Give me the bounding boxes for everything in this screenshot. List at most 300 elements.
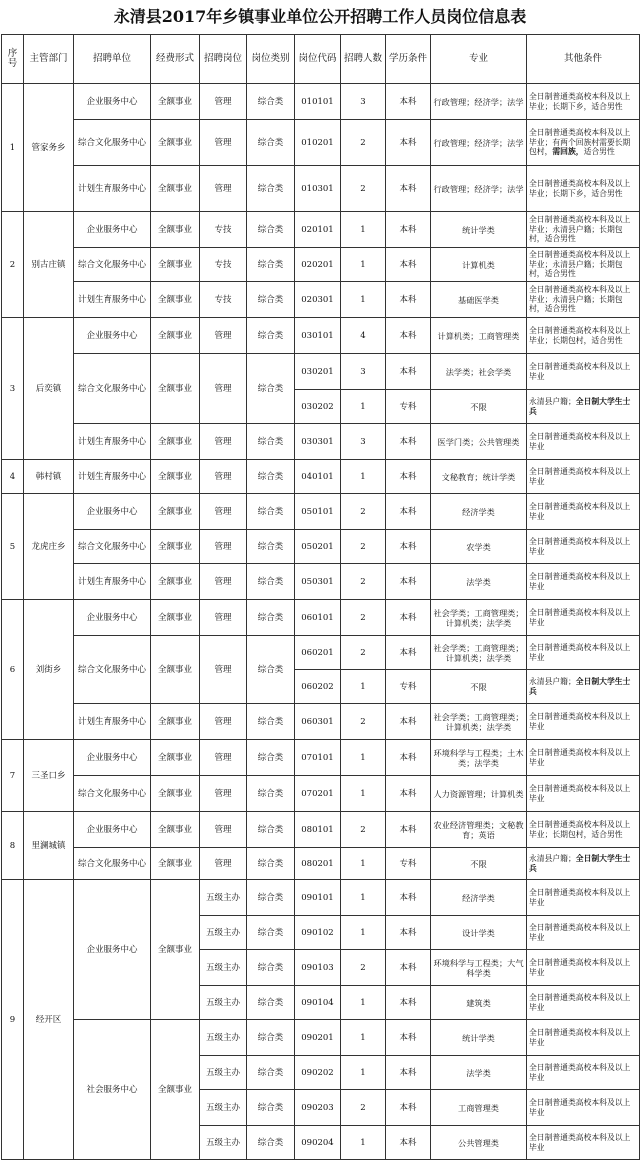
post-cell: 五级主办	[200, 950, 247, 986]
num-cell: 1	[341, 880, 386, 916]
other-cell	[527, 600, 640, 636]
fund-cell: 全额事业	[151, 282, 200, 318]
post-cell: 管理	[200, 530, 247, 564]
num-cell: 2	[341, 166, 386, 212]
num-cell: 1	[341, 740, 386, 776]
edu-cell: 本科	[386, 166, 431, 212]
num-cell: 1	[341, 986, 386, 1020]
type-cell: 综合类	[247, 950, 295, 986]
major-cell: 基础医学类	[431, 282, 527, 318]
edu-cell: 本科	[386, 282, 431, 318]
header-other: 其他条件	[527, 35, 640, 84]
other-bold-text: 全日制大学生士兵	[529, 854, 631, 873]
other-text: 全日制普通类高校本科及以上毕业	[529, 1133, 631, 1152]
code-cell: 030101	[295, 318, 341, 354]
num-cell: 1	[341, 916, 386, 950]
other-cell	[527, 120, 640, 166]
type-cell: 综合类	[247, 318, 295, 354]
major-cell: 行政管理；经济学；法学	[431, 84, 527, 120]
type-cell: 综合类	[247, 120, 295, 166]
other-cell	[527, 494, 640, 530]
type-cell: 综合类	[247, 880, 295, 916]
dept-cell: 龙虎庄乡	[24, 494, 74, 600]
table-row	[2, 166, 640, 212]
major-cell: 农业经济管理类；文秘教育；英语	[431, 812, 527, 848]
unit-cell: 综合文化服务中心	[74, 848, 151, 880]
post-cell: 管理	[200, 166, 247, 212]
post-cell: 五级主办	[200, 1090, 247, 1126]
fund-cell: 全额事业	[151, 248, 200, 282]
table-row	[2, 740, 640, 776]
unit-cell: 企业服务中心	[74, 318, 151, 354]
dept-cell: 经开区	[24, 880, 74, 1160]
code-cell: 030201	[295, 354, 341, 390]
header-edu: 学历条件	[386, 35, 431, 84]
edu-cell: 本科	[386, 812, 431, 848]
other-cell	[527, 318, 640, 354]
code-cell: 050101	[295, 494, 341, 530]
major-cell: 行政管理；经济学；法学	[431, 120, 527, 166]
positions-table	[1, 34, 640, 1160]
other-cell	[527, 460, 640, 494]
major-cell: 工商管理类	[431, 1090, 527, 1126]
major-cell: 设计学类	[431, 916, 527, 950]
major-cell: 医学门类；公共管理类	[431, 424, 527, 460]
edu-cell: 本科	[386, 1056, 431, 1090]
post-cell: 管理	[200, 600, 247, 636]
row-number: 5	[2, 494, 24, 600]
type-cell: 综合类	[247, 1090, 295, 1126]
other-cell	[527, 670, 640, 704]
type-cell: 综合类	[247, 282, 295, 318]
post-cell: 五级主办	[200, 916, 247, 950]
unit-cell: 社会服务中心	[74, 1020, 151, 1160]
other-cell	[527, 1056, 640, 1090]
type-cell: 综合类	[247, 636, 295, 704]
other-cell	[527, 248, 640, 282]
major-cell: 行政管理；经济学；法学	[431, 166, 527, 212]
table-row	[2, 318, 640, 354]
code-cell: 010301	[295, 166, 341, 212]
num-cell: 1	[341, 460, 386, 494]
other-text: 全日制普通类高校本科及以上毕业	[529, 362, 631, 381]
unit-cell: 企业服务中心	[74, 600, 151, 636]
other-text: 全日制普通类高校本科及以上毕业	[529, 537, 631, 556]
other-text: 全日制普通类高校本科及以上毕业；长期下乡，适合男性	[529, 92, 631, 111]
fund-cell: 全额事业	[151, 636, 200, 704]
other-text: 全日制普通类高校本科及以上毕业	[529, 923, 631, 942]
other-text: 永清县户籍；	[529, 397, 576, 406]
post-cell: 管理	[200, 848, 247, 880]
code-cell: 070101	[295, 740, 341, 776]
fund-cell: 全额事业	[151, 212, 200, 248]
other-text: 全日制普通类高校本科及以上毕业；长期包村，适合男性	[529, 326, 631, 345]
post-cell: 五级主办	[200, 1056, 247, 1090]
type-cell: 综合类	[247, 986, 295, 1020]
type-cell: 综合类	[247, 1020, 295, 1056]
post-cell: 五级主办	[200, 1126, 247, 1160]
code-cell: 050301	[295, 564, 341, 600]
fund-cell: 全额事业	[151, 880, 200, 1020]
major-cell: 公共管理类	[431, 1126, 527, 1160]
other-text: 全日制普通类高校本科及以上毕业	[529, 1028, 631, 1047]
code-cell: 060202	[295, 670, 341, 704]
major-cell: 法学类	[431, 564, 527, 600]
fund-cell: 全额事业	[151, 812, 200, 848]
code-cell: 010201	[295, 120, 341, 166]
type-cell: 综合类	[247, 424, 295, 460]
code-cell: 030202	[295, 390, 341, 424]
dept-cell: 里澜城镇	[24, 812, 74, 880]
code-cell: 090201	[295, 1020, 341, 1056]
other-bold-text: 需回族，	[552, 147, 584, 157]
unit-cell: 计划生育服务中心	[74, 424, 151, 460]
post-cell: 管理	[200, 564, 247, 600]
type-cell: 综合类	[247, 848, 295, 880]
code-cell: 090203	[295, 1090, 341, 1126]
other-cell	[527, 282, 640, 318]
header-num: 招聘人数	[341, 35, 386, 84]
major-cell: 经济学类	[431, 880, 527, 916]
type-cell: 综合类	[247, 1056, 295, 1090]
unit-cell: 计划生育服务中心	[74, 460, 151, 494]
type-cell: 综合类	[247, 212, 295, 248]
unit-cell: 企业服务中心	[74, 84, 151, 120]
other-tail-text: 适合男性	[583, 147, 615, 157]
row-number: 1	[2, 84, 24, 212]
edu-cell: 本科	[386, 776, 431, 812]
table-row	[2, 494, 640, 530]
row-number: 3	[2, 318, 24, 460]
other-cell	[527, 848, 640, 880]
major-cell: 经济学类	[431, 494, 527, 530]
post-cell: 五级主办	[200, 880, 247, 916]
type-cell: 综合类	[247, 460, 295, 494]
unit-cell: 综合文化服务中心	[74, 530, 151, 564]
type-cell: 综合类	[247, 1126, 295, 1160]
fund-cell: 全额事业	[151, 530, 200, 564]
other-cell	[527, 880, 640, 916]
code-cell: 070201	[295, 776, 341, 812]
post-cell: 管理	[200, 460, 247, 494]
unit-cell: 企业服务中心	[74, 494, 151, 530]
unit-cell: 计划生育服务中心	[74, 282, 151, 318]
code-cell: 020201	[295, 248, 341, 282]
major-cell: 统计学类	[431, 1020, 527, 1056]
other-text: 永清县户籍；	[529, 677, 576, 686]
major-cell: 人力资源管理；计算机类	[431, 776, 527, 812]
major-cell: 社会学类；工商管理类；计算机类；法学类	[431, 704, 527, 740]
unit-cell: 综合文化服务中心	[74, 120, 151, 166]
fund-cell: 全额事业	[151, 704, 200, 740]
type-cell: 综合类	[247, 248, 295, 282]
num-cell: 1	[341, 248, 386, 282]
num-cell: 1	[341, 1126, 386, 1160]
type-cell: 综合类	[247, 84, 295, 120]
post-cell: 管理	[200, 424, 247, 460]
num-cell: 2	[341, 950, 386, 986]
unit-cell: 企业服务中心	[74, 812, 151, 848]
num-cell: 2	[341, 494, 386, 530]
header-unit: 招聘单位	[74, 35, 151, 84]
num-cell: 1	[341, 1056, 386, 1090]
other-cell	[527, 564, 640, 600]
code-cell: 010101	[295, 84, 341, 120]
fund-cell: 全额事业	[151, 1020, 200, 1160]
unit-cell: 企业服务中心	[74, 212, 151, 248]
fund-cell: 全额事业	[151, 318, 200, 354]
table-row	[2, 354, 640, 390]
code-cell: 090102	[295, 916, 341, 950]
major-cell: 社会学类；工商管理类；计算机类；法学类	[431, 600, 527, 636]
table-row	[2, 84, 640, 120]
table-row	[2, 424, 640, 460]
other-text: 全日制普通类高校本科及以上毕业	[529, 784, 631, 803]
table-row	[2, 212, 640, 248]
row-number: 6	[2, 600, 24, 740]
header-row	[2, 35, 640, 84]
num-cell: 1	[341, 776, 386, 812]
dept-cell: 后奕镇	[24, 318, 74, 460]
code-cell: 080201	[295, 848, 341, 880]
other-text: 全日制普通类高校本科及以上毕业	[529, 958, 631, 977]
row-number: 8	[2, 812, 24, 880]
row-number: 4	[2, 460, 24, 494]
unit-cell: 综合文化服务中心	[74, 636, 151, 704]
num-cell: 3	[341, 84, 386, 120]
edu-cell: 本科	[386, 704, 431, 740]
other-text: 全日制普通类高校本科及以上毕业	[529, 467, 631, 486]
edu-cell: 本科	[386, 740, 431, 776]
other-cell	[527, 390, 640, 424]
other-text: 全日制普通类高校本科及以上毕业；永清县户籍；长期包村，适合男性	[529, 285, 631, 314]
row-number: 9	[2, 880, 24, 1160]
major-cell: 不限	[431, 670, 527, 704]
num-cell: 2	[341, 530, 386, 564]
other-cell	[527, 776, 640, 812]
major-cell: 文秘教育；统计学类	[431, 460, 527, 494]
num-cell: 2	[341, 812, 386, 848]
post-cell: 管理	[200, 84, 247, 120]
row-number: 7	[2, 740, 24, 812]
table-row	[2, 564, 640, 600]
fund-cell: 全额事业	[151, 848, 200, 880]
other-text: 全日制普通类高校本科及以上毕业	[529, 502, 631, 521]
num-cell: 2	[341, 600, 386, 636]
edu-cell: 本科	[386, 424, 431, 460]
unit-cell: 计划生育服务中心	[74, 564, 151, 600]
header-no: 序号	[2, 35, 24, 84]
edu-cell: 本科	[386, 1090, 431, 1126]
post-cell: 管理	[200, 318, 247, 354]
other-text: 全日制普通类高校本科及以上毕业	[529, 572, 631, 591]
dept-cell: 别古庄镇	[24, 212, 74, 318]
edu-cell: 专科	[386, 848, 431, 880]
table-row	[2, 530, 640, 564]
other-cell	[527, 812, 640, 848]
post-cell: 五级主办	[200, 986, 247, 1020]
header-major: 专业	[431, 35, 527, 84]
other-text: 全日制普通类高校本科及以上毕业	[529, 993, 631, 1012]
major-cell: 社会学类；工商管理类；计算机类；法学类	[431, 636, 527, 670]
edu-cell: 本科	[386, 120, 431, 166]
num-cell: 3	[341, 354, 386, 390]
num-cell: 2	[341, 120, 386, 166]
header-type: 岗位类别	[247, 35, 295, 84]
type-cell: 综合类	[247, 530, 295, 564]
other-cell	[527, 950, 640, 986]
page-title: 永清县2017年乡镇事业单位公开招聘工作人员岗位信息表	[113, 7, 527, 26]
major-cell: 环境科学与工程类；土木类；法学类	[431, 740, 527, 776]
row-number: 2	[2, 212, 24, 318]
code-cell: 090202	[295, 1056, 341, 1090]
post-cell: 五级主办	[200, 1020, 247, 1056]
fund-cell: 全额事业	[151, 354, 200, 424]
fund-cell: 全额事业	[151, 740, 200, 776]
table-row	[2, 1020, 640, 1056]
edu-cell: 专科	[386, 670, 431, 704]
unit-cell: 综合文化服务中心	[74, 248, 151, 282]
other-text: 全日制普通类高校本科及以上毕业；永清县户籍；长期包村，适合男性	[529, 215, 631, 244]
major-cell: 不限	[431, 848, 527, 880]
table-row	[2, 600, 640, 636]
fund-cell: 全额事业	[151, 494, 200, 530]
type-cell: 综合类	[247, 704, 295, 740]
other-cell	[527, 636, 640, 670]
dept-cell: 管家务乡	[24, 84, 74, 212]
header-fund: 经费形式	[151, 35, 200, 84]
other-text: 全日制普通类高校本科及以上毕业；永清县户籍；长期包村，适合男性	[529, 250, 631, 279]
code-cell: 090204	[295, 1126, 341, 1160]
post-cell: 管理	[200, 120, 247, 166]
dept-cell: 三圣口乡	[24, 740, 74, 812]
code-cell: 030301	[295, 424, 341, 460]
post-cell: 管理	[200, 704, 247, 740]
other-text: 全日制普通类高校本科及以上毕业	[529, 748, 631, 767]
header-post: 招聘岗位	[200, 35, 247, 84]
table-row	[2, 120, 640, 166]
edu-cell: 本科	[386, 916, 431, 950]
other-text: 全日制普通类高校本科及以上毕业	[529, 712, 631, 731]
num-cell: 1	[341, 1020, 386, 1056]
code-cell: 020101	[295, 212, 341, 248]
code-cell: 050201	[295, 530, 341, 564]
num-cell: 1	[341, 390, 386, 424]
table-row	[2, 248, 640, 282]
num-cell: 1	[341, 212, 386, 248]
num-cell: 2	[341, 564, 386, 600]
edu-cell: 本科	[386, 600, 431, 636]
edu-cell: 本科	[386, 530, 431, 564]
table-row	[2, 812, 640, 848]
edu-cell: 本科	[386, 354, 431, 390]
post-cell: 专技	[200, 248, 247, 282]
post-cell: 管理	[200, 494, 247, 530]
major-cell: 法学类；社会学类	[431, 354, 527, 390]
code-cell: 060101	[295, 600, 341, 636]
fund-cell: 全额事业	[151, 600, 200, 636]
edu-cell: 本科	[386, 494, 431, 530]
table-row	[2, 636, 640, 670]
code-cell: 060201	[295, 636, 341, 670]
unit-cell: 企业服务中心	[74, 740, 151, 776]
num-cell: 1	[341, 848, 386, 880]
type-cell: 综合类	[247, 812, 295, 848]
fund-cell: 全额事业	[151, 460, 200, 494]
post-cell: 管理	[200, 354, 247, 424]
other-cell	[527, 84, 640, 120]
edu-cell: 本科	[386, 950, 431, 986]
other-text: 全日制普通类高校本科及以上毕业；长期包村，适合男性	[529, 820, 631, 839]
fund-cell: 全额事业	[151, 564, 200, 600]
other-cell	[527, 354, 640, 390]
post-cell: 管理	[200, 636, 247, 704]
code-cell: 040101	[295, 460, 341, 494]
fund-cell: 全额事业	[151, 166, 200, 212]
num-cell: 2	[341, 636, 386, 670]
other-cell	[527, 916, 640, 950]
header-code: 岗位代码	[295, 35, 341, 84]
type-cell: 综合类	[247, 564, 295, 600]
post-cell: 专技	[200, 282, 247, 318]
unit-cell: 综合文化服务中心	[74, 776, 151, 812]
other-cell	[527, 530, 640, 564]
dept-cell: 韩村镇	[24, 460, 74, 494]
other-text: 全日制普通类高校本科及以上毕业	[529, 432, 631, 451]
other-text: 全日制普通类高校本科及以上毕业	[529, 1063, 631, 1082]
other-text: 全日制普通类高校本科及以上毕业	[529, 888, 631, 907]
edu-cell: 本科	[386, 986, 431, 1020]
other-text: 全日制普通类高校本科及以上毕业	[529, 643, 631, 662]
unit-cell: 企业服务中心	[74, 880, 151, 1020]
other-text: 全日制普通类高校本科及以上毕业；长期下乡，适合男性	[529, 179, 631, 198]
post-cell: 管理	[200, 776, 247, 812]
code-cell: 060301	[295, 704, 341, 740]
other-text: 全日制普通类高校本科及以上毕业	[529, 608, 631, 627]
type-cell: 综合类	[247, 776, 295, 812]
edu-cell: 专科	[386, 390, 431, 424]
edu-cell: 本科	[386, 212, 431, 248]
table-row	[2, 880, 640, 916]
num-cell: 2	[341, 704, 386, 740]
unit-cell: 计划生育服务中心	[74, 704, 151, 740]
other-cell	[527, 166, 640, 212]
other-text: 永清县户籍；	[529, 854, 576, 863]
edu-cell: 本科	[386, 84, 431, 120]
table-row	[2, 776, 640, 812]
other-cell	[527, 704, 640, 740]
num-cell: 1	[341, 670, 386, 704]
type-cell: 综合类	[247, 354, 295, 424]
code-cell: 020301	[295, 282, 341, 318]
num-cell: 1	[341, 282, 386, 318]
fund-cell: 全额事业	[151, 120, 200, 166]
other-bold-text: 全日制大学生士兵	[529, 677, 631, 696]
code-cell: 080101	[295, 812, 341, 848]
fund-cell: 全额事业	[151, 424, 200, 460]
post-cell: 管理	[200, 812, 247, 848]
table-body	[2, 84, 640, 1160]
major-cell: 环境科学与工程类；大气科学类	[431, 950, 527, 986]
edu-cell: 本科	[386, 460, 431, 494]
other-cell	[527, 986, 640, 1020]
num-cell: 4	[341, 318, 386, 354]
fund-cell: 全额事业	[151, 84, 200, 120]
major-cell: 计算机类	[431, 248, 527, 282]
type-cell: 综合类	[247, 600, 295, 636]
edu-cell: 本科	[386, 1126, 431, 1160]
other-text: 全日制普通类高校本科及以上毕业；有两个回族村需要长期包村，	[529, 128, 631, 157]
